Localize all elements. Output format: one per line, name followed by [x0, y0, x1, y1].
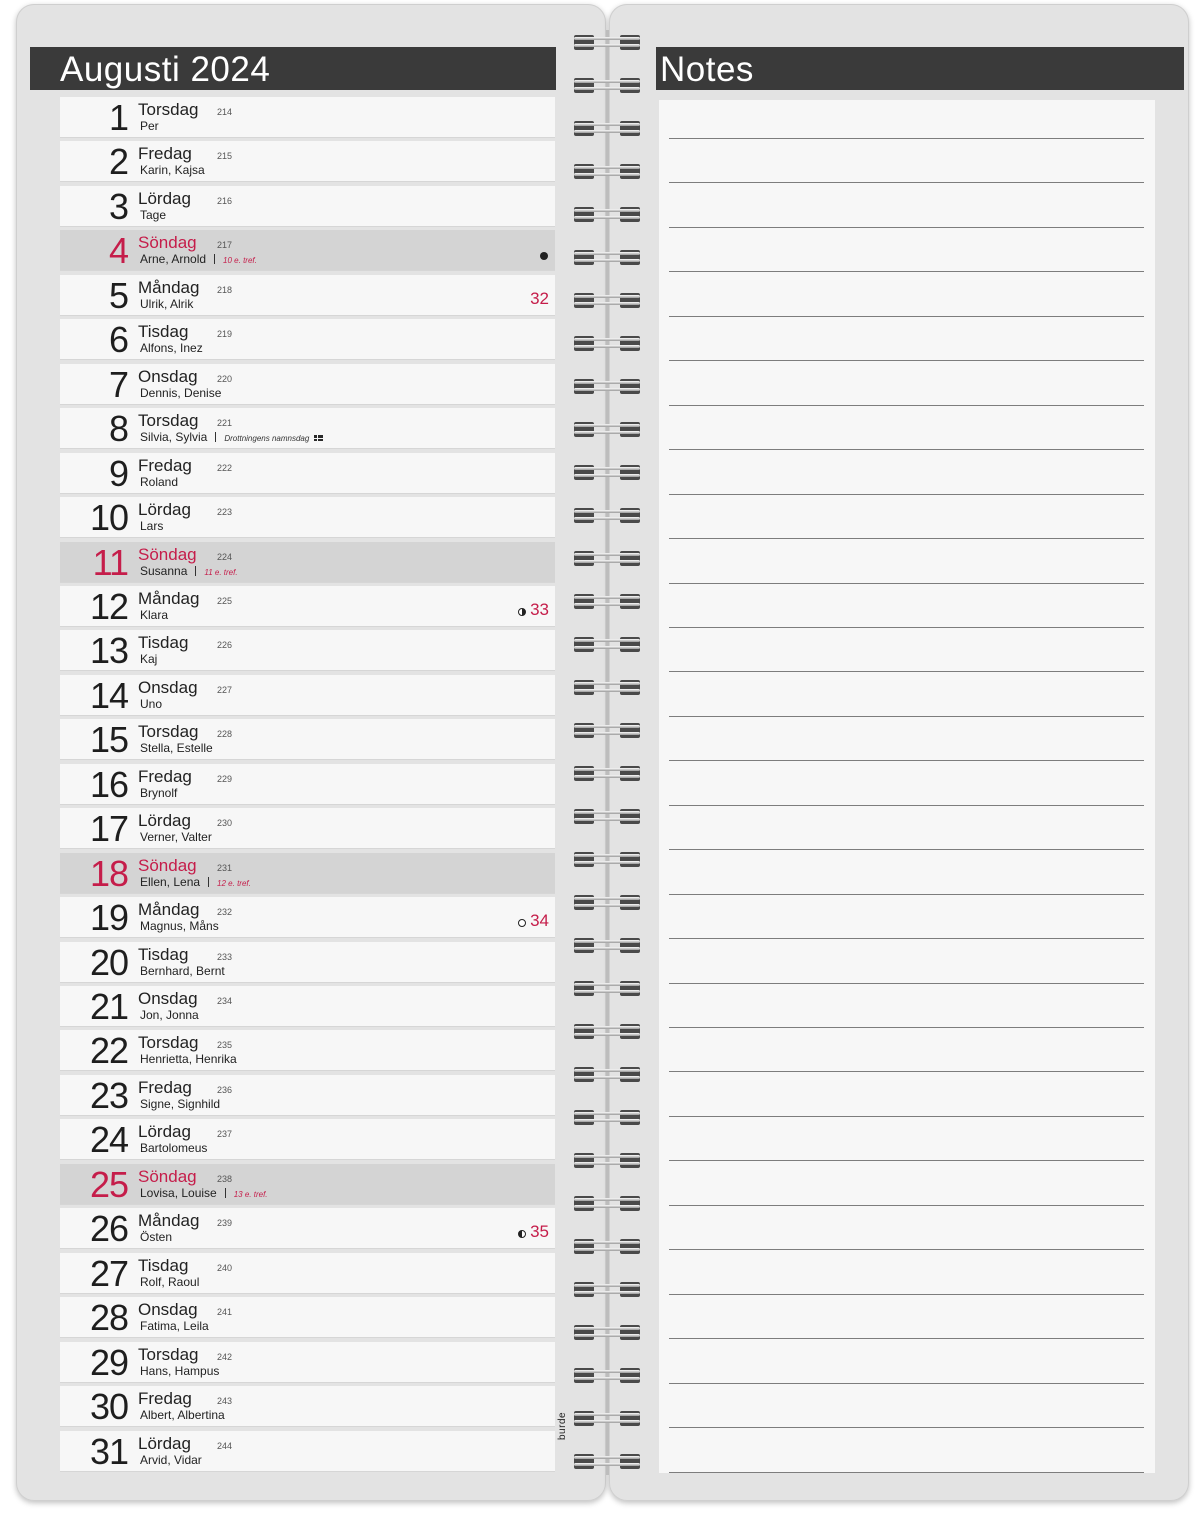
weekday-name: Fredag [138, 455, 192, 475]
week-number: 32 [530, 288, 549, 308]
name-day-names: Arvid, Vidar [140, 1452, 202, 1467]
day-row[interactable] [60, 1164, 555, 1205]
separator [225, 1188, 226, 1198]
notes-area[interactable] [659, 100, 1155, 1473]
day-of-year: 234 [217, 996, 233, 1006]
weekday-name: Onsdag [138, 989, 198, 1008]
day-number: 7 [108, 363, 128, 405]
day-of-year: 223 [217, 507, 233, 518]
binding-ring [574, 1281, 640, 1297]
name-day-line [140, 1408, 225, 1422]
name-day-line [140, 430, 323, 446]
day-row[interactable] [60, 319, 555, 360]
binding-ring [574, 808, 640, 824]
binding-ring [574, 894, 640, 910]
name-day-names: Brynolf [140, 785, 178, 800]
notes-rule-line [669, 1472, 1144, 1473]
day-of-year: 244 [217, 1440, 233, 1451]
day-row[interactable] [60, 1030, 555, 1071]
name-day-line [140, 1275, 199, 1289]
binding-ring [574, 851, 640, 867]
name-day-names: Karin, Kajsa [140, 163, 205, 178]
day-number: 5 [108, 274, 128, 316]
day-of-year: 224 [217, 551, 233, 562]
name-day-line [140, 1186, 268, 1202]
day-row[interactable] [60, 364, 555, 405]
name-day-line [140, 163, 205, 177]
name-day-names: Signe, Signhild [140, 1096, 221, 1111]
notes-rule-line [669, 316, 1144, 317]
name-day-names: Roland [140, 474, 179, 489]
day-of-year: 221 [217, 418, 233, 429]
day-number: 11 [92, 541, 128, 583]
separator [195, 566, 196, 576]
day-number: 4 [108, 230, 128, 272]
day-number: 14 [89, 674, 128, 716]
name-day-names: Lovisa, Louise [140, 1185, 217, 1200]
name-day-line [140, 386, 221, 400]
day-row[interactable] [60, 586, 555, 627]
day-number: 8 [108, 408, 128, 450]
name-day-names: Rolf, Raoul [140, 1274, 200, 1289]
separator [215, 432, 216, 442]
day-number: 19 [89, 897, 128, 939]
day-row[interactable] [60, 1075, 555, 1116]
binding-ring [574, 1066, 640, 1082]
weekday-name: Torsdag [138, 100, 199, 119]
day-row[interactable] [60, 853, 555, 894]
day-note: 11 e. tref. [204, 567, 238, 577]
notes-rule-line [669, 494, 1144, 495]
name-day-line [140, 1052, 237, 1066]
binding-ring [574, 1238, 640, 1254]
notes-rule-line [669, 894, 1144, 895]
day-row[interactable] [60, 1297, 555, 1338]
day-of-year: 227 [217, 684, 233, 695]
name-day-line [140, 208, 166, 222]
day-row[interactable] [60, 1342, 555, 1383]
notes-rule-line [669, 760, 1144, 761]
binding-ring [574, 120, 640, 136]
day-row[interactable] [60, 453, 555, 494]
day-row[interactable] [60, 1253, 555, 1294]
weekday-name: Fredag [138, 766, 192, 786]
day-number: 31 [89, 1430, 128, 1472]
name-day-line [140, 475, 178, 489]
name-day-names: Ulrik, Alrik [140, 296, 194, 311]
day-of-year: 235 [217, 1040, 233, 1051]
name-day-line [140, 608, 168, 622]
name-day-names: Silvia, Sylvia [140, 430, 208, 445]
notes-rule-line [669, 627, 1144, 628]
name-day-names: Uno [140, 696, 163, 711]
day-of-year: 238 [217, 1173, 233, 1184]
name-day-line [140, 919, 219, 933]
weekday-name: Söndag [138, 855, 197, 875]
name-day-line [140, 1319, 209, 1333]
day-row[interactable] [60, 1208, 555, 1249]
notes-rule-line [669, 1383, 1144, 1384]
notes-rule-line [669, 1427, 1144, 1428]
name-day-names: Jon, Jonna [140, 1008, 199, 1022]
day-of-year: 217 [217, 240, 233, 251]
weekday-name: Lördag [138, 1433, 191, 1453]
day-row[interactable] [60, 897, 555, 938]
moon-phase-new-icon [540, 252, 548, 260]
day-row[interactable] [60, 764, 555, 805]
day-number: 22 [89, 1030, 128, 1072]
day-of-year: 243 [217, 1396, 233, 1407]
notes-rule-line [669, 1249, 1144, 1250]
day-of-year: 219 [217, 329, 233, 340]
name-day-line [140, 1141, 207, 1155]
day-number: 1 [108, 97, 128, 138]
day-of-year: 237 [217, 1129, 233, 1140]
day-number: 3 [108, 185, 128, 227]
notes-rule-line [669, 1116, 1144, 1117]
brand-logo: burde [557, 1411, 568, 1440]
day-row[interactable] [60, 1119, 555, 1160]
moon-phase-first-icon [518, 608, 526, 616]
notes-rule-line [669, 671, 1144, 672]
day-of-year: 225 [217, 595, 233, 606]
binding-ring [574, 550, 640, 566]
name-day-line [140, 1008, 199, 1022]
day-number: 28 [89, 1297, 128, 1339]
day-row[interactable] [60, 719, 555, 760]
notes-rule-line [669, 1160, 1144, 1161]
notes-rule-line [669, 849, 1144, 850]
day-of-year: 222 [217, 462, 233, 473]
day-of-year: 232 [217, 907, 233, 918]
weekday-name: Onsdag [138, 366, 198, 386]
notes-rule-line [669, 1205, 1144, 1206]
day-number: 12 [89, 585, 128, 627]
name-day-names: Susanna [140, 563, 188, 578]
day-row[interactable] [60, 497, 555, 538]
name-day-line [140, 652, 157, 666]
notes-rule-line [669, 271, 1144, 272]
binding-ring [574, 292, 640, 308]
day-of-year: 233 [217, 951, 233, 962]
day-row[interactable] [60, 1386, 555, 1427]
binding-ring [574, 636, 640, 652]
day-number: 15 [89, 719, 128, 761]
day-row[interactable] [60, 186, 555, 227]
binding-ring [574, 1023, 640, 1039]
weekday-name: Onsdag [138, 1300, 198, 1320]
day-of-year: 241 [217, 1307, 233, 1318]
weekday-name: Lördag [138, 500, 191, 520]
day-of-year: 239 [217, 1218, 233, 1229]
name-day-names: Henrietta, Henrika [140, 1052, 237, 1067]
binding-ring [574, 1324, 640, 1340]
day-row[interactable] [60, 675, 555, 716]
day-row[interactable] [60, 275, 555, 316]
name-day-names: Verner, Valter [140, 830, 212, 845]
weekday-name: Söndag [138, 233, 197, 253]
day-row[interactable] [60, 230, 555, 271]
name-day-line [140, 964, 225, 978]
day-row[interactable] [60, 808, 555, 849]
month-title: Augusti 2024 [60, 50, 271, 89]
binding-ring [574, 593, 640, 609]
day-of-year: 220 [217, 373, 233, 384]
name-day-line [140, 830, 212, 844]
name-day-line [140, 875, 251, 891]
day-row[interactable] [60, 1431, 555, 1472]
day-row[interactable] [60, 942, 555, 983]
weekday-name: Måndag [138, 900, 200, 920]
notes-rule-line [669, 1071, 1144, 1072]
name-day-names: Klara [140, 607, 169, 622]
binding-ring [574, 163, 640, 179]
day-number: 6 [108, 319, 128, 361]
notes-rule-line [669, 538, 1144, 539]
notes-rule-line [669, 583, 1144, 584]
day-number: 10 [89, 497, 128, 539]
spiral-binding [574, 34, 640, 1474]
binding-ring [574, 1195, 640, 1211]
day-number: 23 [89, 1074, 128, 1116]
notes-rule-line [669, 983, 1144, 984]
weekday-name: Söndag [138, 1166, 197, 1186]
binding-ring [574, 249, 640, 265]
week-number: 34 [530, 911, 549, 931]
name-day-names: Alfons, Inez [140, 341, 203, 356]
notes-rule-line [669, 405, 1144, 406]
name-day-names: Magnus, Måns [140, 919, 219, 934]
name-day-names: Tage [140, 207, 167, 222]
day-note: 12 e. tref. [217, 878, 251, 888]
day-note: 10 e. tref. [223, 256, 257, 266]
day-of-year: 226 [217, 640, 233, 651]
weekday-name: Tisdag [138, 322, 189, 342]
name-day-names: Lars [140, 519, 164, 534]
moon-phase-last-icon [518, 1230, 526, 1238]
name-day-line [140, 252, 257, 268]
separator [214, 254, 215, 264]
name-day-line [140, 697, 162, 711]
binding-ring [574, 722, 640, 738]
binding-ring [574, 1109, 640, 1125]
name-day-line [140, 341, 203, 355]
weekday-name: Måndag [138, 277, 200, 297]
binding-ring [574, 1453, 640, 1469]
binding-ring [574, 34, 640, 50]
notes-rule-line [669, 1338, 1144, 1339]
day-number: 21 [89, 986, 128, 1027]
name-day-names: Bernhard, Bernt [140, 963, 225, 978]
day-number: 17 [89, 808, 128, 850]
name-day-line [140, 519, 163, 533]
name-day-line [140, 564, 238, 580]
swedish-flag-icon [314, 435, 323, 441]
name-day-names: Arne, Arnold [140, 252, 207, 267]
name-day-names: Fatima, Leila [140, 1319, 209, 1334]
weekday-name: Lördag [138, 811, 191, 831]
weekday-name: Lördag [138, 1122, 191, 1142]
day-of-year: 229 [217, 773, 233, 784]
name-day-names: Östen [140, 1230, 173, 1245]
weekday-name: Tisdag [138, 633, 189, 653]
day-of-year: 214 [217, 107, 233, 117]
notes-rule-line [669, 716, 1144, 717]
day-of-year: 236 [217, 1084, 233, 1095]
weekday-name: Söndag [138, 544, 197, 564]
day-number: 13 [89, 630, 128, 672]
day-of-year: 231 [217, 862, 233, 873]
name-day-names: Stella, Estelle [140, 741, 213, 756]
day-number: 16 [89, 763, 128, 805]
day-number: 25 [89, 1163, 128, 1205]
binding-ring [574, 77, 640, 93]
weekday-name: Tisdag [138, 944, 189, 964]
name-day-line [140, 741, 213, 755]
moon-phase-full-icon [518, 919, 526, 927]
binding-ring [574, 765, 640, 781]
binding-ring [574, 937, 640, 953]
weekday-name: Måndag [138, 588, 200, 608]
name-day-line [140, 297, 193, 311]
day-note: Drottningens namnsdag [224, 434, 310, 444]
day-of-year: 242 [217, 1351, 233, 1362]
weekday-name: Onsdag [138, 677, 198, 697]
week-number: 35 [530, 1222, 549, 1242]
day-number: 26 [89, 1208, 128, 1250]
name-day-line [140, 786, 177, 800]
binding-ring [574, 679, 640, 695]
notes-rule-line [669, 449, 1144, 450]
name-day-names: Hans, Hampus [140, 1363, 220, 1378]
day-row[interactable] [60, 141, 555, 182]
notes-title: Notes [660, 50, 754, 89]
notes-rule-line [669, 360, 1144, 361]
name-day-names: Per [140, 119, 159, 133]
day-number: 9 [108, 452, 128, 494]
day-of-year: 218 [217, 284, 233, 295]
binding-ring [574, 1367, 640, 1383]
name-day-line [140, 1364, 219, 1378]
day-row[interactable] [60, 408, 555, 449]
name-day-names: Albert, Albertina [140, 1408, 225, 1423]
day-row[interactable] [60, 986, 555, 1027]
binding-ring [574, 1152, 640, 1168]
weekday-name: Lördag [138, 188, 191, 208]
notes-rule-line [669, 227, 1144, 228]
day-number: 27 [89, 1252, 128, 1294]
weekday-name: Fredag [138, 1389, 192, 1409]
binding-ring [574, 464, 640, 480]
day-row[interactable] [60, 97, 555, 138]
day-number: 30 [89, 1386, 128, 1428]
notes-rule-line [669, 1294, 1144, 1295]
day-note: 13 e. tref. [233, 1189, 268, 1199]
day-number: 2 [108, 141, 128, 183]
weekday-name: Fredag [138, 144, 192, 164]
name-day-names: Dennis, Denise [140, 385, 222, 400]
weekday-name: Torsdag [138, 1033, 199, 1053]
binding-ring [574, 206, 640, 222]
day-row[interactable] [60, 630, 555, 671]
day-of-year: 215 [217, 151, 233, 162]
weekday-name: Fredag [138, 1077, 192, 1097]
notes-rule-line [669, 1027, 1144, 1028]
day-number: 24 [89, 1119, 128, 1161]
day-number: 18 [89, 852, 128, 894]
name-day-names: Bartolomeus [140, 1141, 208, 1156]
name-day-line [140, 1097, 220, 1111]
binding-ring [574, 378, 640, 394]
weekday-name: Tisdag [138, 1255, 189, 1275]
day-of-year: 240 [217, 1262, 233, 1273]
binding-ring [574, 507, 640, 523]
weekday-name: Torsdag [138, 411, 199, 431]
binding-ring [574, 421, 640, 437]
binding-ring [574, 1410, 640, 1426]
day-row[interactable] [60, 542, 555, 583]
binding-ring [574, 335, 640, 351]
separator [208, 877, 209, 887]
name-day-line [140, 119, 159, 133]
day-number: 29 [89, 1341, 128, 1383]
notes-rule-line [669, 805, 1144, 806]
day-number: 20 [89, 941, 128, 983]
name-day-names: Kaj [140, 652, 158, 667]
name-day-line [140, 1453, 202, 1467]
name-day-line [140, 1230, 172, 1244]
notes-rule-line [669, 138, 1144, 139]
weekday-name: Torsdag [138, 1344, 199, 1364]
week-number: 33 [530, 599, 549, 619]
notes-rule-line [669, 182, 1144, 183]
notes-rule-line [669, 938, 1144, 939]
weekday-name: Torsdag [138, 722, 199, 742]
name-day-names: Ellen, Lena [140, 874, 201, 889]
day-of-year: 230 [217, 818, 233, 829]
weekday-name: Måndag [138, 1211, 200, 1231]
day-of-year: 216 [217, 195, 233, 206]
day-of-year: 228 [217, 729, 233, 740]
binding-ring [574, 980, 640, 996]
